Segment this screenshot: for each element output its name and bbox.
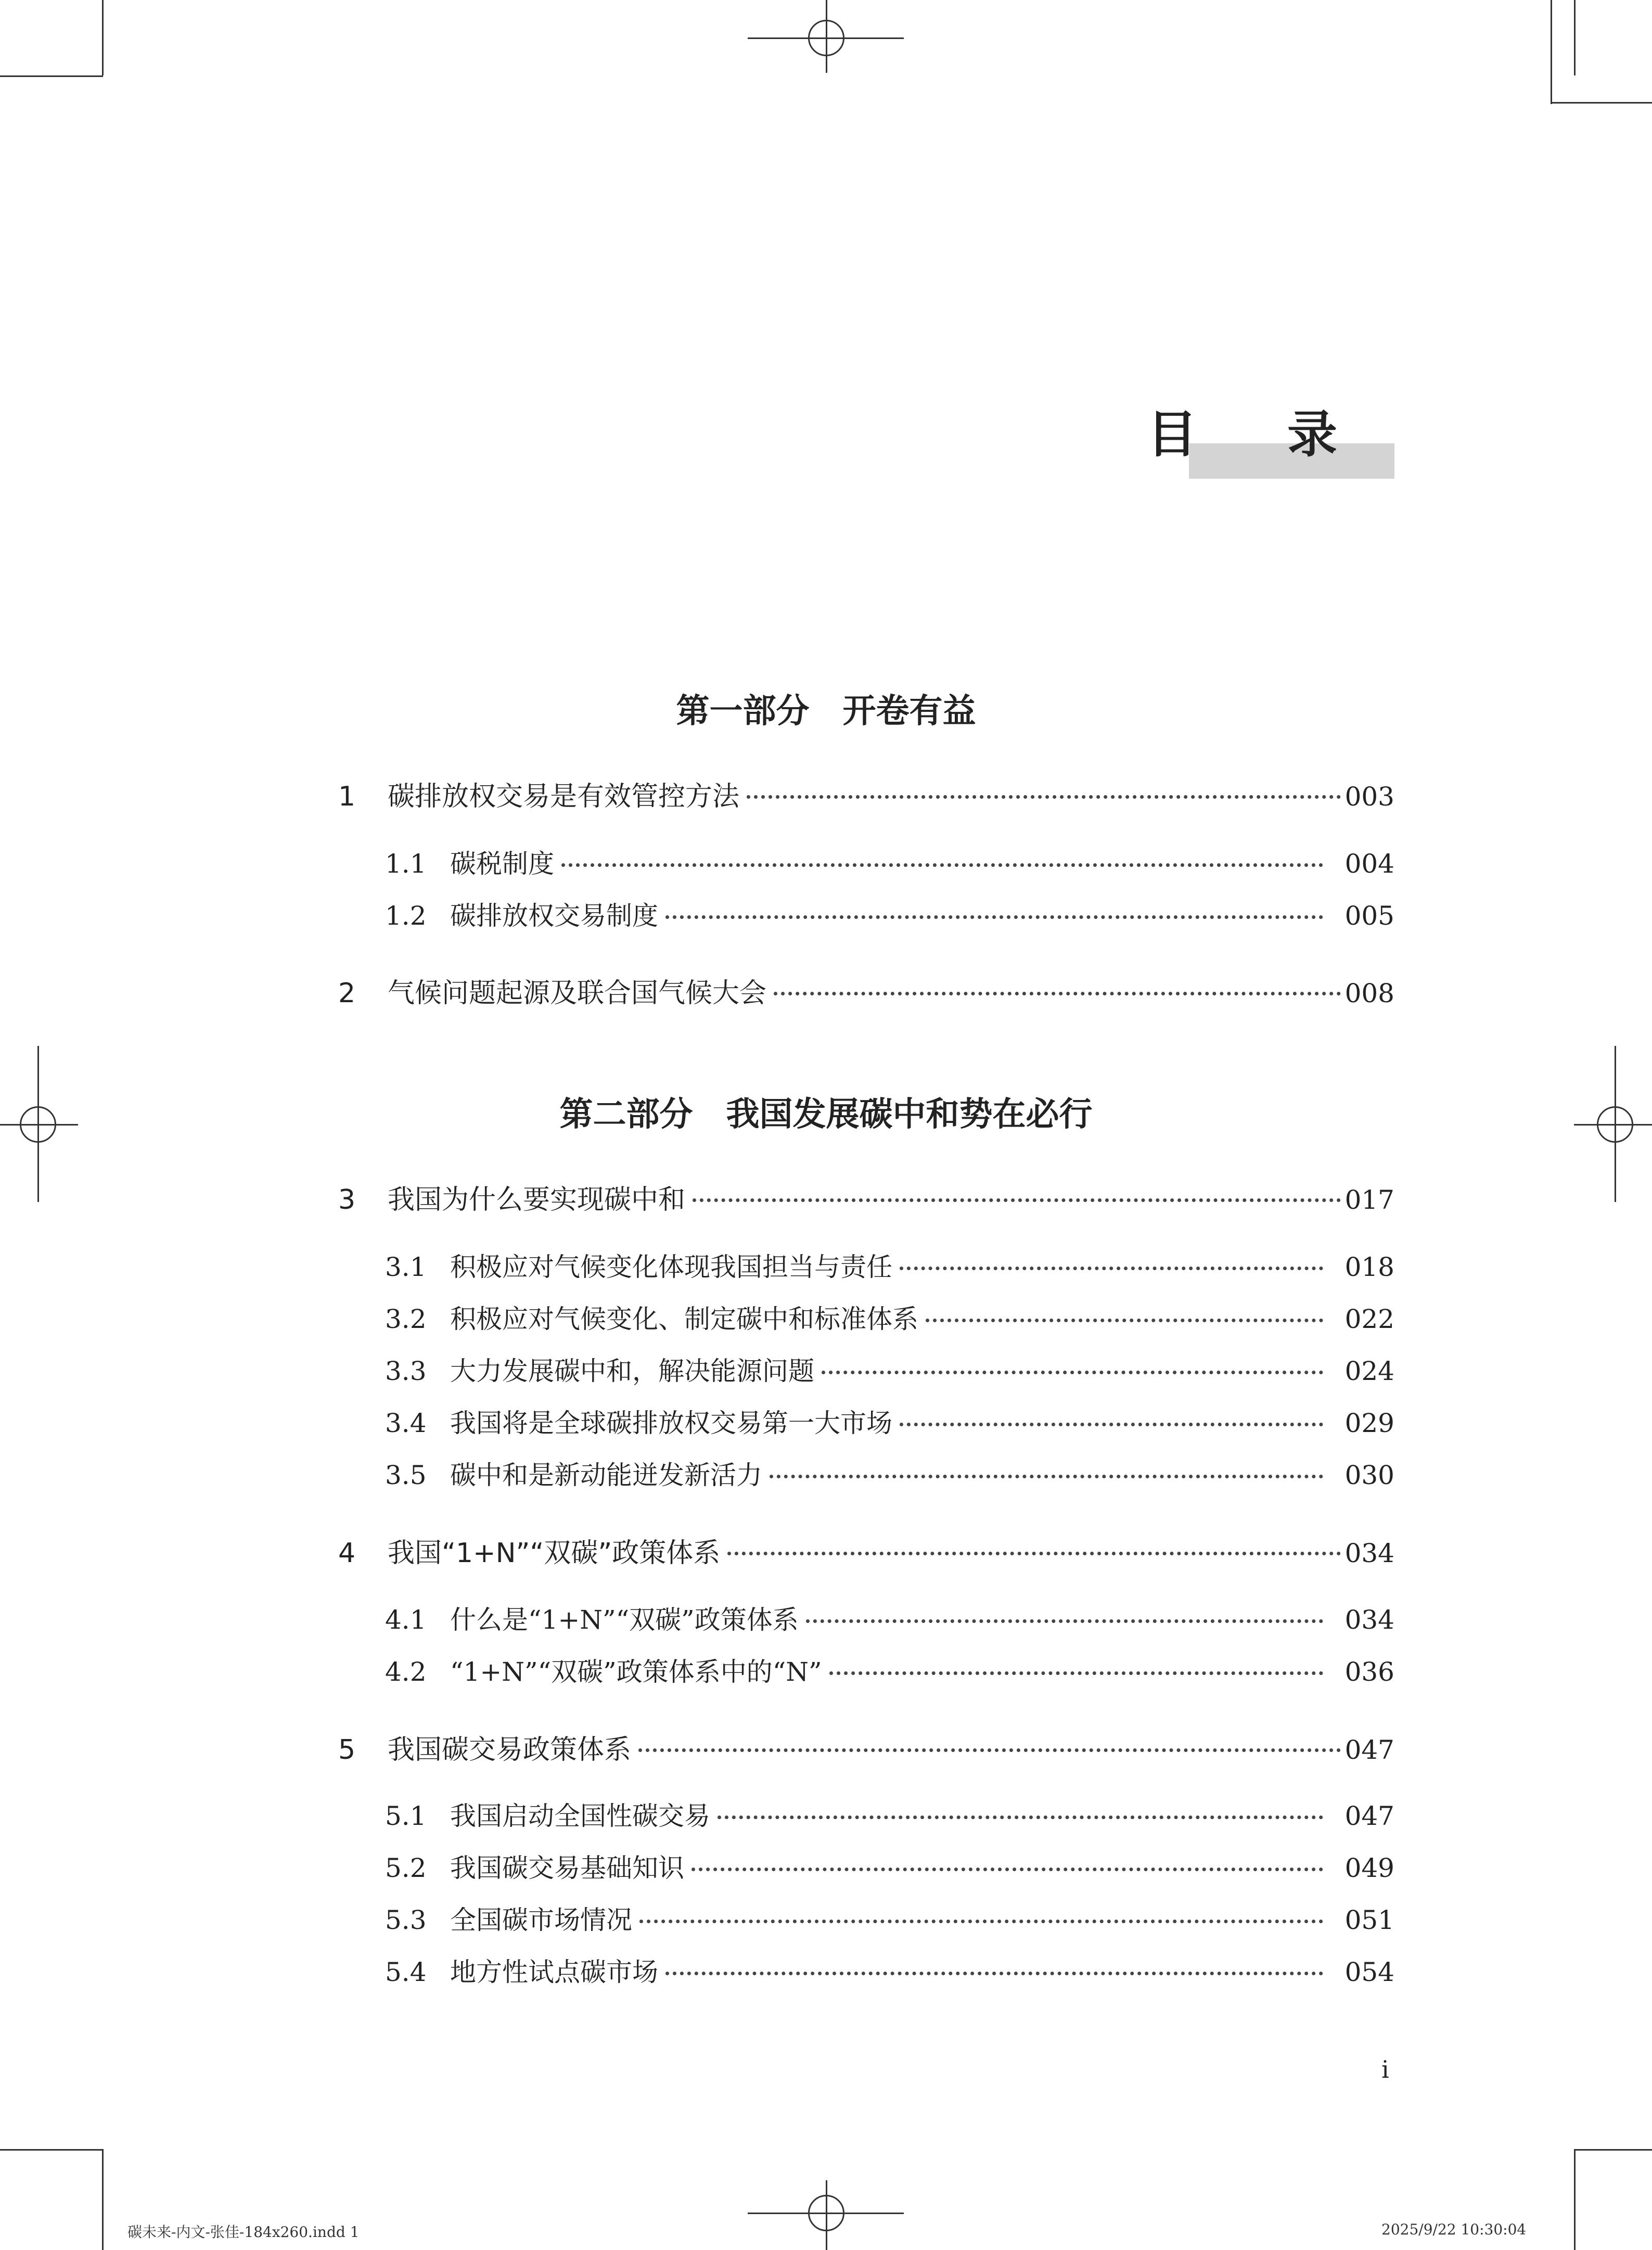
chapter-number: 1 bbox=[338, 781, 356, 812]
toc-section[interactable] bbox=[338, 1651, 1394, 1689]
page-number: 008 bbox=[1344, 978, 1394, 1008]
section-number: 1.1 bbox=[385, 849, 427, 879]
page-number: 049 bbox=[1344, 1853, 1394, 1883]
page-number: 024 bbox=[1344, 1356, 1394, 1386]
dot-leader bbox=[770, 1475, 1323, 1478]
dot-leader bbox=[638, 1748, 1341, 1752]
slug-filename: 碳未来-内文-张佳-184x260.indd 1 bbox=[127, 2223, 360, 2241]
chapter-title: 碳排放权交易是有效管控方法 bbox=[388, 781, 740, 812]
page-number: 047 bbox=[1344, 1735, 1394, 1765]
toc-section[interactable] bbox=[338, 1795, 1394, 1833]
chapter-number: 2 bbox=[338, 978, 356, 1009]
section-title: 什么是“1+N”“双碳”政策体系 bbox=[450, 1605, 799, 1635]
dot-leader bbox=[747, 795, 1341, 799]
chapter-number: 3 bbox=[338, 1184, 356, 1216]
dot-leader bbox=[900, 1267, 1323, 1270]
dot-leader bbox=[665, 915, 1323, 919]
section-title: 地方性试点碳市场 bbox=[450, 1957, 658, 1987]
toc-section[interactable] bbox=[338, 1951, 1394, 1989]
dot-leader bbox=[822, 1371, 1323, 1374]
toc-title-block bbox=[1147, 405, 1394, 479]
toc-section[interactable] bbox=[338, 1847, 1394, 1885]
toc-chapter[interactable] bbox=[338, 971, 1394, 1010]
section-title: 我国启动全国性碳交易 bbox=[450, 1801, 710, 1831]
dot-leader bbox=[639, 1920, 1323, 1923]
toc-section[interactable] bbox=[338, 1246, 1394, 1284]
section-number: 3.5 bbox=[385, 1460, 427, 1490]
section-number: 1.2 bbox=[385, 901, 427, 931]
dot-leader bbox=[727, 1552, 1340, 1555]
section-number: 3.3 bbox=[385, 1356, 427, 1386]
section-title: 我国碳交易基础知识 bbox=[450, 1853, 684, 1883]
section-title: 我国将是全球碳排放权交易第一大市场 bbox=[450, 1408, 892, 1438]
dot-leader bbox=[900, 1423, 1323, 1426]
toc-section[interactable] bbox=[338, 1350, 1394, 1388]
toc-section[interactable] bbox=[338, 1402, 1394, 1440]
dot-leader bbox=[665, 1972, 1323, 1975]
page-number: 030 bbox=[1344, 1460, 1394, 1490]
page-title: 目 录 bbox=[1147, 405, 1374, 464]
part-title: 第二部分 我国发展碳中和势在必行 bbox=[559, 1095, 1093, 1134]
toc-chapter[interactable] bbox=[338, 1728, 1394, 1767]
folio: i bbox=[1381, 2055, 1389, 2083]
toc-chapter[interactable] bbox=[338, 1178, 1394, 1217]
toc-section[interactable] bbox=[338, 1298, 1394, 1336]
page-number: 047 bbox=[1344, 1801, 1394, 1831]
chapter-title: 气候问题起源及联合国气候大会 bbox=[388, 978, 767, 1009]
section-title: 全国碳市场情况 bbox=[450, 1905, 632, 1935]
dot-leader bbox=[718, 1816, 1323, 1819]
section-title: 碳税制度 bbox=[450, 849, 554, 879]
section-number: 5.2 bbox=[385, 1853, 427, 1883]
section-number: 3.1 bbox=[385, 1252, 427, 1282]
section-number: 3.4 bbox=[385, 1408, 427, 1438]
page-number: 034 bbox=[1344, 1538, 1394, 1568]
section-title: 碳中和是新动能迸发新活力 bbox=[450, 1460, 762, 1490]
section-number: 5.1 bbox=[385, 1801, 427, 1831]
page-number: 036 bbox=[1344, 1657, 1394, 1687]
page-number: 022 bbox=[1344, 1304, 1394, 1334]
section-number: 5.4 bbox=[385, 1957, 427, 1987]
page-number: 017 bbox=[1344, 1185, 1394, 1215]
toc-section[interactable] bbox=[338, 843, 1394, 880]
chapter-title: 我国“1+N”“双碳”政策体系 bbox=[388, 1538, 721, 1569]
page-number: 005 bbox=[1344, 901, 1394, 931]
page-number: 018 bbox=[1344, 1252, 1394, 1282]
toc-section[interactable] bbox=[338, 1899, 1394, 1937]
page-number: 054 bbox=[1344, 1957, 1394, 1987]
dot-leader bbox=[806, 1619, 1323, 1623]
page-number: 034 bbox=[1344, 1605, 1394, 1635]
toc-chapter[interactable] bbox=[338, 1531, 1394, 1570]
section-number: 3.2 bbox=[385, 1304, 427, 1334]
page-number: 003 bbox=[1344, 782, 1394, 812]
section-number: 5.3 bbox=[385, 1905, 427, 1935]
toc-chapter[interactable] bbox=[338, 774, 1394, 813]
section-title: 积极应对气候变化、制定碳中和标准体系 bbox=[450, 1304, 918, 1334]
dot-leader bbox=[693, 1198, 1341, 1202]
dot-leader bbox=[926, 1319, 1323, 1322]
dot-leader bbox=[829, 1671, 1323, 1675]
part-title: 第一部分 开卷有益 bbox=[676, 692, 976, 731]
toc-section[interactable] bbox=[338, 1454, 1394, 1492]
section-number: 4.2 bbox=[385, 1657, 427, 1687]
dot-leader bbox=[774, 992, 1341, 995]
dot-leader bbox=[691, 1868, 1323, 1871]
dot-leader bbox=[561, 863, 1323, 867]
toc-section[interactable] bbox=[338, 1599, 1394, 1637]
toc-section[interactable] bbox=[338, 895, 1394, 932]
section-title: 碳排放权交易制度 bbox=[450, 901, 658, 931]
chapter-title: 我国为什么要实现碳中和 bbox=[388, 1184, 686, 1216]
slug-timestamp: 2025/9/22 10:30:04 bbox=[1381, 2221, 1527, 2238]
chapter-number: 4 bbox=[338, 1538, 356, 1569]
page-number: 029 bbox=[1344, 1408, 1394, 1438]
chapter-number: 5 bbox=[338, 1734, 356, 1766]
section-title: “1+N”“双碳”政策体系中的“N” bbox=[450, 1657, 822, 1687]
section-number: 4.1 bbox=[385, 1605, 427, 1635]
section-title: 积极应对气候变化体现我国担当与责任 bbox=[450, 1252, 892, 1282]
page-number: 051 bbox=[1344, 1905, 1394, 1935]
chapter-title: 我国碳交易政策体系 bbox=[388, 1734, 632, 1766]
section-title: 大力发展碳中和，解决能源问题 bbox=[450, 1356, 814, 1386]
page-number: 004 bbox=[1344, 849, 1394, 879]
